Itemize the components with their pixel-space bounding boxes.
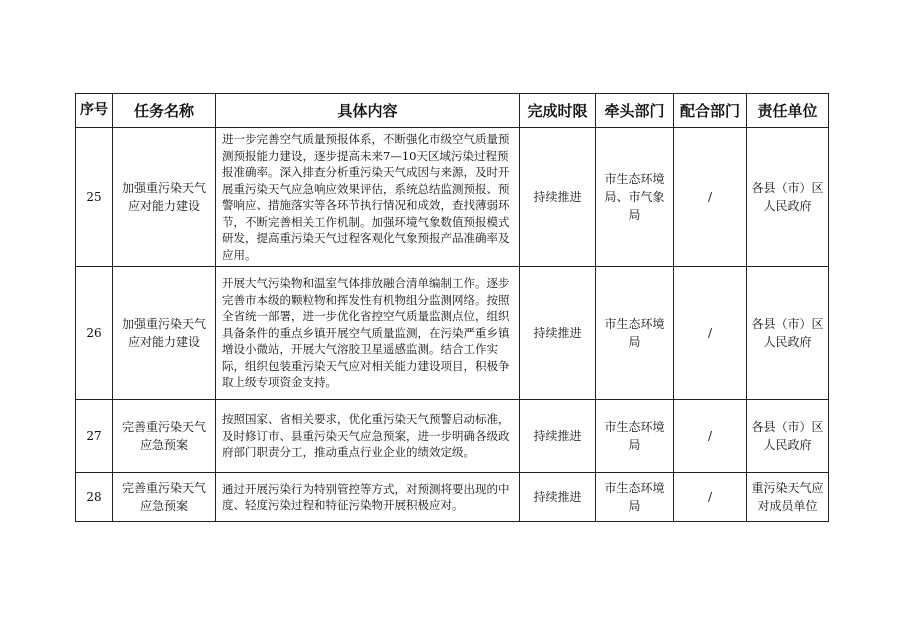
cell-coop-dept: / <box>674 473 747 522</box>
cell-seq: 28 <box>76 473 113 522</box>
cell-deadline: 持续推进 <box>520 473 596 522</box>
header-content: 具体内容 <box>216 94 520 128</box>
cell-task-name: 加强重污染天气应对能力建设 <box>113 128 216 267</box>
cell-lead-dept: 市生态环境局、市气象局 <box>596 128 674 267</box>
cell-task-name: 完善重污染天气应急预案 <box>113 473 216 522</box>
cell-content: 按照国家、省相关要求，优化重污染天气预警启动标准，及时修订市、县重污染天气应急预案，进一步明确各级政府部门职责分工，推动重点行业企业的绩效定级。 <box>216 400 520 473</box>
header-seq: 序号 <box>76 94 113 128</box>
cell-coop-dept: / <box>674 128 747 267</box>
cell-lead-dept: 市生态环境局 <box>596 473 674 522</box>
cell-deadline: 持续推进 <box>520 128 596 267</box>
cell-task-name: 完善重污染天气应急预案 <box>113 400 216 473</box>
cell-content: 通过开展污染行为特别管控等方式，对预测将要出现的中度、轻度污染过程和特征污染物开展积极应对。 <box>216 473 520 522</box>
cell-deadline: 持续推进 <box>520 267 596 400</box>
table-row <box>76 128 829 267</box>
cell-responsible: 重污染天气应对成员单位 <box>747 473 829 522</box>
cell-seq: 25 <box>76 128 113 267</box>
header-deadline: 完成时限 <box>520 94 596 128</box>
header-lead-dept: 牵头部门 <box>596 94 674 128</box>
cell-lead-dept: 市生态环境局 <box>596 400 674 473</box>
cell-content: 进一步完善空气质量预报体系，不断强化市级空气质量预测预报能力建设，逐步提高未来7—10天区域污染过程预报准确率。深入排查分析重污染天气成因与来源，及时开展重污染天气应急响应效果评估，系统总结监测预报、预警响应、措施落实等各环节执行情况和成效，查找薄弱环节，不断完善相关工作机制。加强环境气象数值预报模式研发，提高重污染天气过程客观化气象预报产品准确率及应用。 <box>216 128 520 267</box>
header-task-name: 任务名称 <box>113 94 216 128</box>
cell-deadline: 持续推进 <box>520 400 596 473</box>
table-row <box>76 400 829 473</box>
cell-seq: 26 <box>76 267 113 400</box>
task-table <box>75 93 829 522</box>
cell-coop-dept: / <box>674 400 747 473</box>
cell-task-name: 加强重污染天气应对能力建设 <box>113 267 216 400</box>
cell-seq: 27 <box>76 400 113 473</box>
header-row <box>76 94 829 128</box>
cell-responsible: 各县（市）区人民政府 <box>747 128 829 267</box>
header-coop-dept: 配合部门 <box>674 94 747 128</box>
cell-content: 开展大气污染物和温室气体排放融合清单编制工作。逐步完善市本级的颗粒物和挥发性有机物组分监测网络。按照全省统一部署，进一步优化省控空气质量监测点位，组织具备条件的重点乡镇开展空气质量监测，在污染严重乡镇增设小微站，开展大气溶胶卫星遥感监测。结合工作实际，组织包装重污染天气应对相关能力建设项目，积极争取上级专项资金支持。 <box>216 267 520 400</box>
cell-responsible: 各县（市）区人民政府 <box>747 267 829 400</box>
table-row <box>76 473 829 522</box>
table-row <box>76 267 829 400</box>
header-responsible: 责任单位 <box>747 94 829 128</box>
cell-responsible: 各县（市）区人民政府 <box>747 400 829 473</box>
cell-lead-dept: 市生态环境局 <box>596 267 674 400</box>
cell-coop-dept: / <box>674 267 747 400</box>
